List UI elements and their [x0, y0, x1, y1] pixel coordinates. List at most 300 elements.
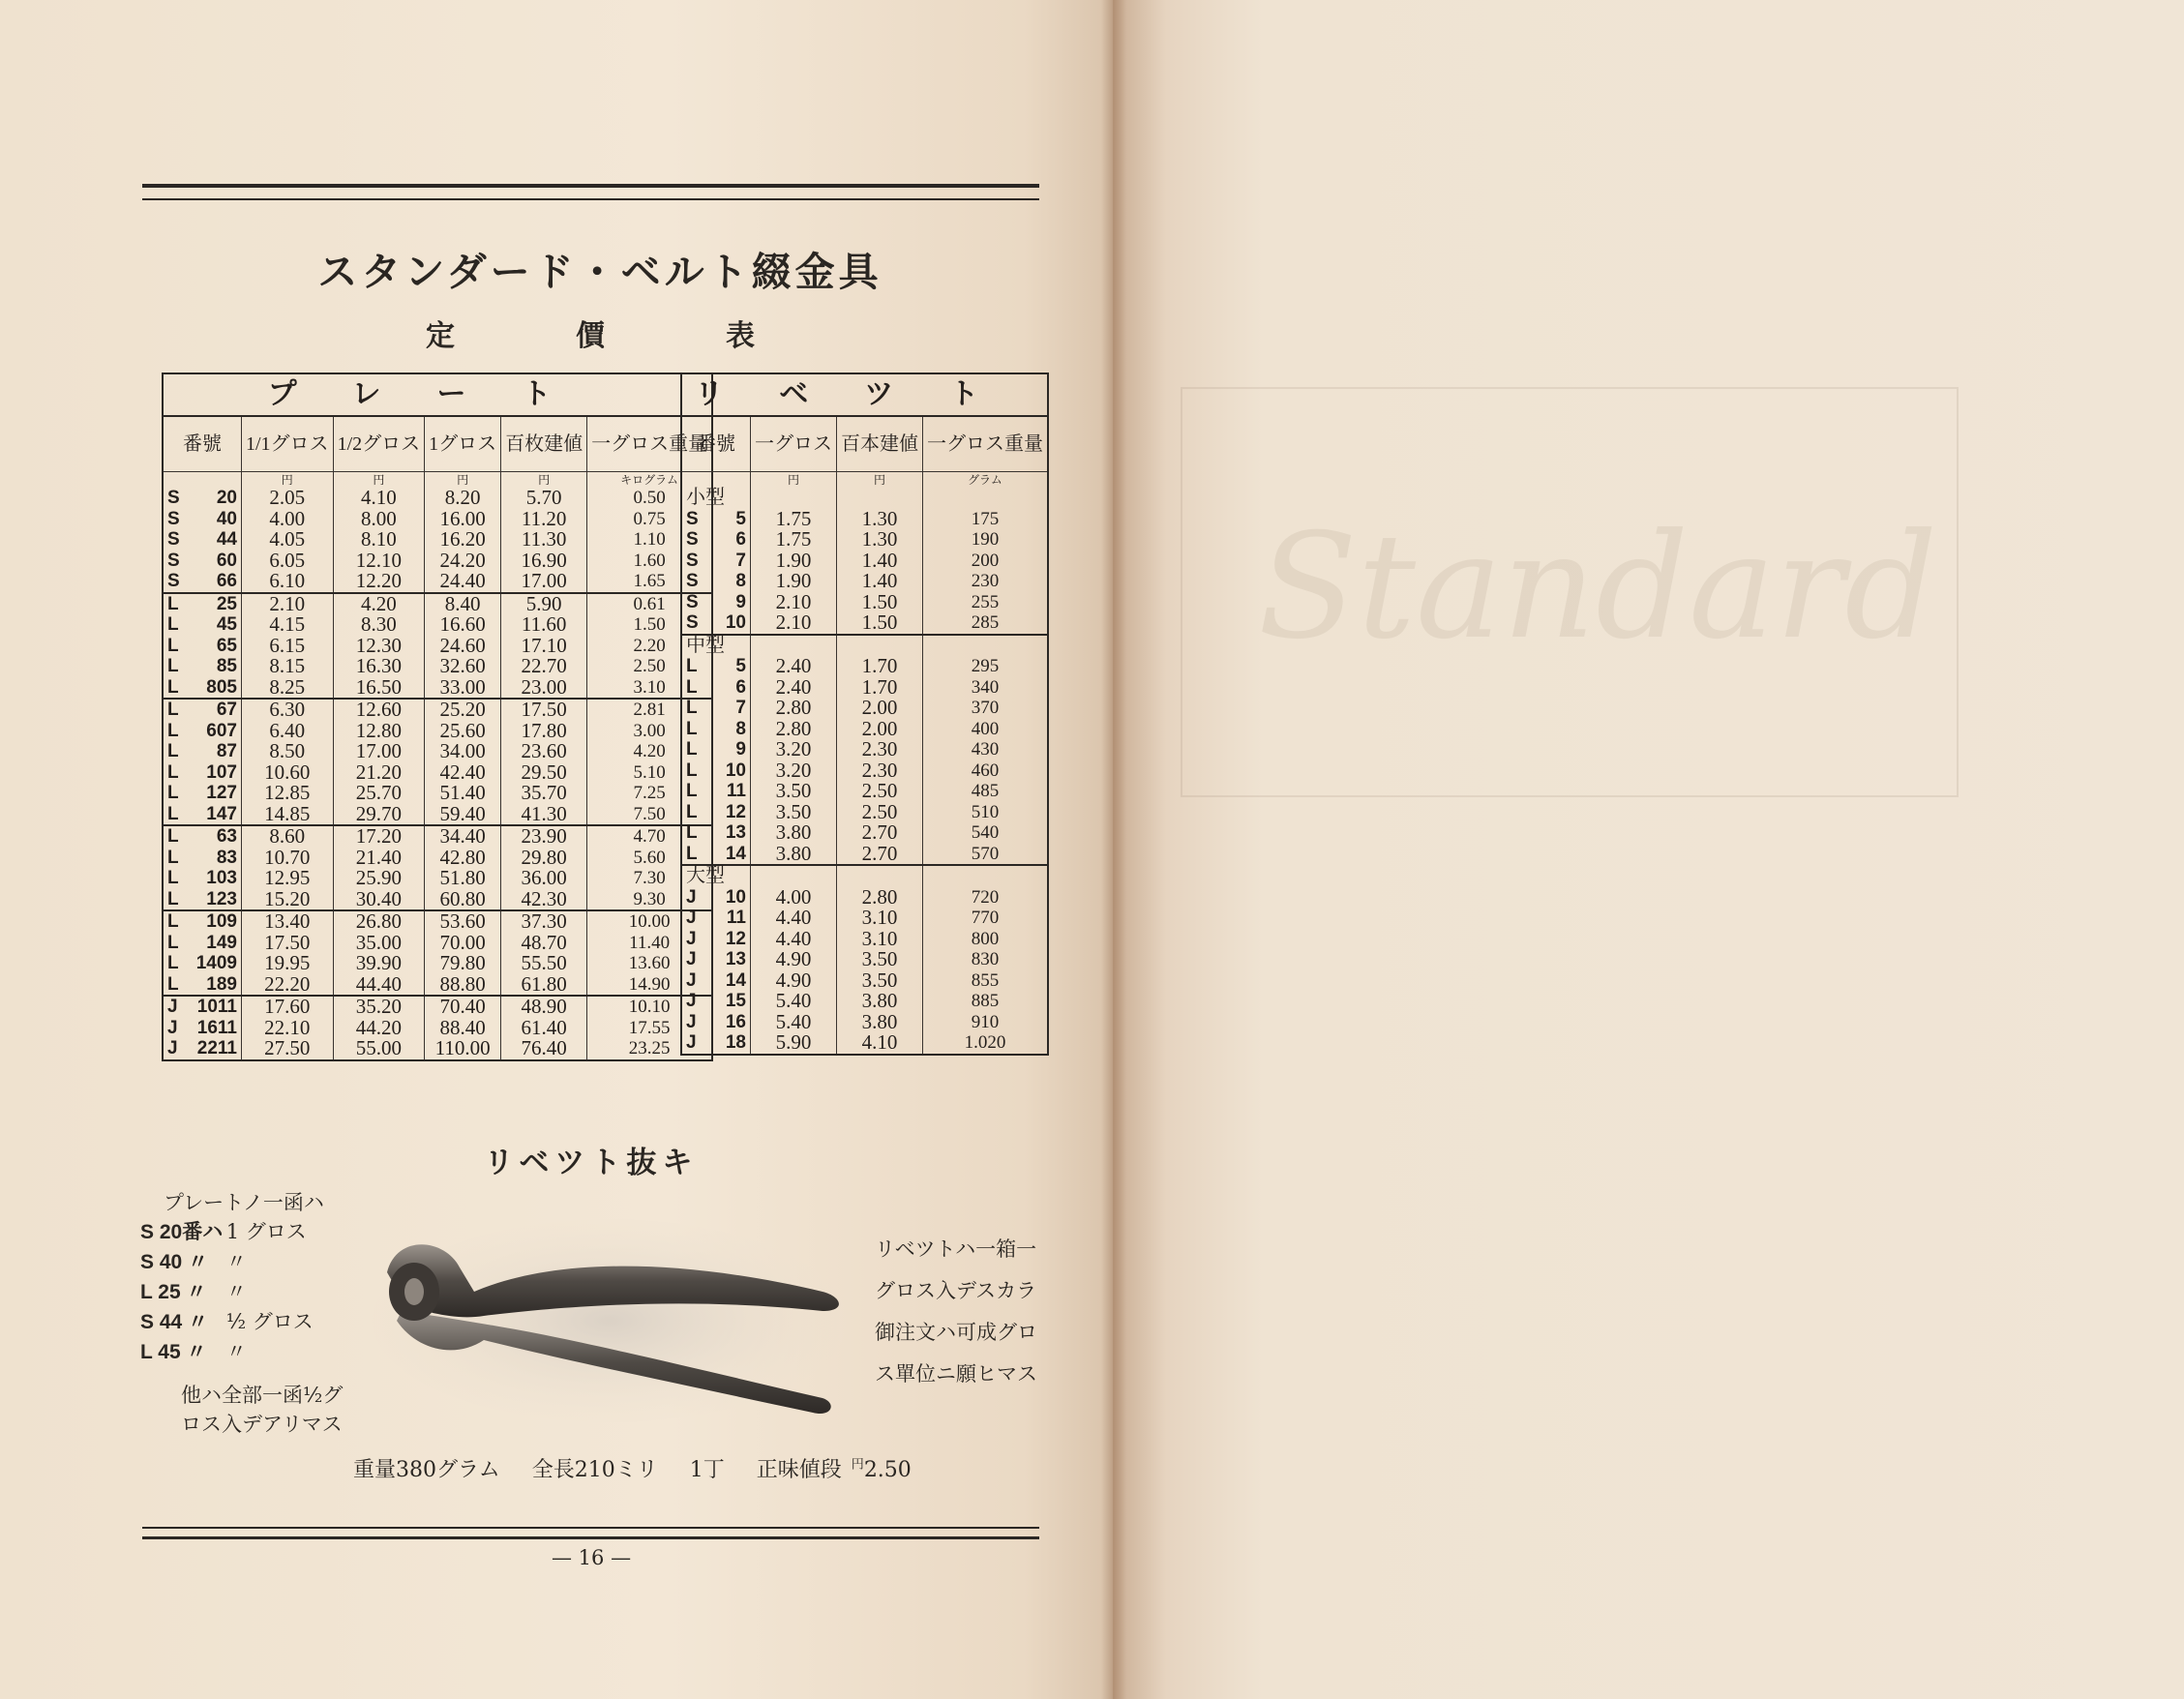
plate-code-series: S	[167, 488, 180, 508]
plate-row	[163, 1038, 712, 1060]
rivet-unit-label	[681, 472, 751, 489]
plate-value-cell: 0.50	[587, 488, 713, 509]
rivet-code-number: 12	[725, 801, 746, 822]
rivet-unit-label: グラム	[923, 472, 1049, 489]
plate-code-number: 40	[216, 508, 237, 529]
plate-code-series: L	[167, 953, 179, 973]
rivet-value-cell: 285	[923, 612, 1049, 635]
plate-code-cell	[163, 1038, 242, 1060]
rivet-code-number: 9	[735, 591, 746, 612]
plate-unit-label: 円	[501, 472, 587, 489]
plate-code-cell	[163, 996, 242, 1018]
plate-code-number: 85	[216, 656, 237, 676]
plate-code-number: 147	[206, 803, 237, 824]
spec-price-label: 正味値段	[756, 1458, 842, 1482]
plate-code-number: 67	[216, 700, 237, 720]
page-title: スタンダード・ベルト綴金具	[317, 249, 883, 295]
plate-value-cell: 8.00	[333, 509, 425, 530]
rivet-value-cell: 720	[923, 887, 1049, 909]
plate-value-cell: 35.70	[501, 783, 587, 804]
rivet-value-cell: 485	[923, 781, 1049, 802]
plate-value-cell: 26.80	[333, 910, 425, 933]
plate-row	[163, 509, 712, 530]
rivet-value-cell: 2.40	[751, 656, 837, 677]
plate-value-cell: 79.80	[425, 953, 501, 974]
order-note-line: 御注文ハ可成グロ	[875, 1321, 1037, 1344]
bottom-double-rule	[142, 1527, 1039, 1539]
plate-value-cell: 8.10	[333, 529, 425, 551]
plate-value-cell: 12.60	[333, 699, 425, 721]
plate-code-series: S	[167, 571, 180, 591]
rivet-value-cell: 2.50	[837, 802, 923, 823]
plate-row	[163, 699, 712, 721]
plate-code-number: 87	[216, 741, 237, 761]
rivet-size-label: 小型	[681, 488, 751, 509]
rivet-code-number: 8	[735, 571, 746, 591]
rivet-empty-cell	[837, 488, 923, 509]
note-row	[140, 1217, 343, 1247]
rivet-code-number: 10	[725, 612, 746, 633]
plate-value-cell: 8.25	[242, 677, 334, 700]
plate-code-series: J	[167, 1017, 178, 1038]
plate-value-cell: 7.25	[587, 783, 713, 804]
plate-value-cell: 10.00	[587, 910, 713, 933]
plate-code-cell	[163, 783, 242, 804]
rivet-code-series: S	[686, 550, 699, 571]
note-qty: 1 グロス	[225, 1220, 307, 1243]
rivet-value-cell: 5.40	[751, 991, 837, 1012]
rivet-code-cell	[681, 529, 751, 551]
rivet-code-number: 14	[725, 843, 746, 864]
rivet-value-cell: 2.30	[837, 739, 923, 760]
rivet-code-cell	[681, 571, 751, 592]
rivet-code-cell	[681, 612, 751, 635]
plate-code-series: L	[167, 803, 179, 824]
rivet-code-series: J	[686, 1032, 697, 1053]
note-row	[140, 1277, 343, 1307]
rivet-code-series: S	[686, 571, 699, 591]
plate-column-header: 百枚建値	[501, 416, 587, 472]
plate-code-series: L	[167, 700, 179, 720]
right-page	[1113, 0, 2184, 1699]
plate-unit-label: 円	[333, 472, 425, 489]
rivet-code-series: J	[686, 949, 697, 969]
rivet-code-cell	[681, 677, 751, 699]
plate-value-cell: 29.50	[501, 762, 587, 784]
rivet-unit-label: 円	[837, 472, 923, 489]
rivet-value-cell: 1.30	[837, 509, 923, 530]
plate-row	[163, 593, 712, 615]
rivet-value-cell: 2.80	[837, 887, 923, 909]
plate-code-number: 63	[216, 826, 237, 847]
plate-value-cell: 2.20	[587, 636, 713, 657]
rivet-row	[681, 719, 1048, 740]
plate-value-cell: 2.50	[587, 656, 713, 677]
rivet-value-cell: 1.70	[837, 677, 923, 699]
rivet-empty-cell	[923, 488, 1049, 509]
plate-code-cell	[163, 656, 242, 677]
plate-value-cell: 8.15	[242, 656, 334, 677]
plate-code-number: 60	[216, 550, 237, 571]
plate-value-cell: 3.10	[587, 677, 713, 700]
rivet-value-cell: 295	[923, 656, 1049, 677]
rivet-code-number: 11	[726, 781, 746, 801]
plate-value-cell: 6.05	[242, 551, 334, 572]
rivet-value-cell: 910	[923, 1012, 1049, 1033]
rivet-code-number: 15	[725, 991, 746, 1011]
plate-code-number: 83	[216, 847, 237, 868]
plate-value-cell: 5.90	[501, 593, 587, 615]
rivet-column-header: 一グロス	[751, 416, 837, 472]
rivet-value-cell: 3.50	[751, 802, 837, 823]
rivet-code-number: 6	[735, 676, 746, 698]
rivet-code-cell	[681, 781, 751, 802]
rivet-row	[681, 970, 1048, 992]
rivet-value-cell: 2.70	[837, 844, 923, 866]
plate-code-series: L	[167, 868, 179, 888]
rivet-code-series: J	[686, 928, 697, 949]
plate-value-cell: 27.50	[242, 1038, 334, 1060]
plate-value-cell: 17.50	[242, 933, 334, 954]
plate-value-cell: 6.10	[242, 571, 334, 593]
plate-code-cell	[163, 1018, 242, 1039]
rivet-code-cell	[681, 929, 751, 950]
plate-value-cell: 88.40	[425, 1018, 501, 1039]
rivet-code-series: S	[686, 591, 699, 612]
plate-code-number: 66	[216, 571, 237, 591]
plate-row	[163, 762, 712, 784]
rivet-row	[681, 592, 1048, 613]
plate-code-series: L	[167, 720, 179, 741]
rivet-code-number: 7	[735, 698, 746, 718]
rivet-row	[681, 760, 1048, 782]
plate-row	[163, 868, 712, 889]
plate-value-cell: 11.40	[587, 933, 713, 954]
rivet-row	[681, 509, 1048, 530]
plate-code-series: L	[167, 783, 179, 803]
plate-code-series: L	[167, 676, 179, 698]
rivet-value-cell: 885	[923, 991, 1049, 1012]
rivet-code-series: L	[686, 718, 698, 739]
plate-value-cell: 70.40	[425, 996, 501, 1018]
plate-value-cell: 2.81	[587, 699, 713, 721]
note-code: S 44 〃	[140, 1311, 209, 1333]
plate-value-cell: 3.00	[587, 721, 713, 742]
rivet-code-series: L	[686, 698, 698, 718]
rivet-banner-row	[681, 373, 1048, 416]
plate-code-series: L	[167, 614, 179, 635]
rivet-value-cell: 2.00	[837, 719, 923, 740]
note-row	[140, 1337, 343, 1367]
plate-value-cell: 70.00	[425, 933, 501, 954]
plate-code-cell	[163, 804, 242, 826]
plate-code-cell	[163, 974, 242, 997]
rivet-value-cell: 5.90	[751, 1032, 837, 1055]
plate-code-number: 65	[216, 635, 237, 656]
plate-value-cell: 29.70	[333, 804, 425, 826]
rivet-size-label: 中型	[681, 635, 751, 657]
rivet-size-label: 大型	[681, 865, 751, 887]
plate-value-cell: 8.30	[333, 614, 425, 636]
plate-value-cell: 34.40	[425, 825, 501, 848]
plate-column-header: 一グロス重量	[587, 416, 713, 472]
plate-value-cell: 5.70	[501, 488, 587, 509]
rivet-code-cell	[681, 551, 751, 572]
plate-value-cell: 8.40	[425, 593, 501, 615]
rivet-value-cell: 2.10	[751, 612, 837, 635]
plate-box-notes	[140, 1188, 343, 1439]
rivet-code-cell	[681, 991, 751, 1012]
order-note-line: ス單位ニ願ヒマス	[875, 1362, 1037, 1386]
rivet-value-cell: 1.40	[837, 551, 923, 572]
rivet-row	[681, 949, 1048, 970]
plate-value-cell: 30.40	[333, 889, 425, 911]
plate-value-cell: 11.30	[501, 529, 587, 551]
spec-length: 全長210ミリ	[531, 1458, 658, 1482]
plate-value-cell: 15.20	[242, 889, 334, 911]
rivet-value-cell: 2.00	[837, 698, 923, 719]
rivet-row	[681, 781, 1048, 802]
plate-value-cell: 17.10	[501, 636, 587, 657]
plate-code-series: L	[167, 741, 179, 761]
plate-value-cell: 53.60	[425, 910, 501, 933]
rivet-value-cell: 1.50	[837, 612, 923, 635]
rivet-value-cell: 4.10	[837, 1032, 923, 1055]
plate-value-cell: 16.60	[425, 614, 501, 636]
rivet-empty-cell	[837, 865, 923, 887]
rivet-value-cell: 200	[923, 551, 1049, 572]
note-row	[140, 1307, 343, 1337]
plate-value-cell: 55.50	[501, 953, 587, 974]
plate-value-cell: 59.40	[425, 804, 501, 826]
plate-code-series: L	[167, 761, 179, 783]
plate-value-cell: 12.85	[242, 783, 334, 804]
rivet-code-number: 13	[725, 949, 746, 969]
rivet-row	[681, 698, 1048, 719]
rivet-value-cell: 1.75	[751, 509, 837, 530]
plate-value-cell: 35.00	[333, 933, 425, 954]
plate-code-cell	[163, 614, 242, 636]
plate-value-cell: 6.40	[242, 721, 334, 742]
plate-code-cell	[163, 509, 242, 530]
plate-value-cell: 25.90	[333, 868, 425, 889]
rivet-code-cell	[681, 739, 751, 760]
rivet-row	[681, 739, 1048, 760]
rivet-value-cell: 770	[923, 908, 1049, 929]
plate-code-cell	[163, 762, 242, 784]
rivet-code-cell	[681, 1032, 751, 1055]
rivet-value-cell: 2.10	[751, 592, 837, 613]
plate-value-cell: 51.40	[425, 783, 501, 804]
plate-code-cell	[163, 551, 242, 572]
plate-value-cell: 37.30	[501, 910, 587, 933]
plate-value-cell: 24.60	[425, 636, 501, 657]
plate-value-cell: 42.30	[501, 889, 587, 911]
plate-code-number: 2211	[196, 1038, 237, 1058]
plate-code-cell	[163, 933, 242, 954]
plate-value-cell: 61.80	[501, 974, 587, 997]
rivet-value-cell: 3.80	[751, 822, 837, 844]
rivet-value-cell: 1.30	[837, 529, 923, 551]
rivet-value-cell: 3.10	[837, 929, 923, 950]
rivet-row	[681, 529, 1048, 551]
plate-value-cell: 32.60	[425, 656, 501, 677]
note-code: L 45 〃	[140, 1341, 207, 1363]
plate-row	[163, 721, 712, 742]
rivet-code-series: S	[686, 508, 699, 529]
plate-value-cell: 25.60	[425, 721, 501, 742]
plate-value-cell: 10.10	[587, 996, 713, 1018]
plate-code-series: L	[167, 656, 179, 676]
plate-code-series: L	[167, 888, 179, 909]
notes-heading: プレートノ一函ハ	[164, 1191, 324, 1214]
plate-value-cell: 24.40	[425, 571, 501, 593]
note-qty: 〃	[225, 1250, 247, 1273]
rivet-code-cell	[681, 949, 751, 970]
rivet-empty-cell	[751, 865, 837, 887]
rivet-size-label-row	[681, 635, 1048, 657]
rivet-value-cell: 175	[923, 509, 1049, 530]
plate-value-cell: 21.20	[333, 762, 425, 784]
plate-value-cell: 25.20	[425, 699, 501, 721]
rivet-value-cell: 3.80	[837, 991, 923, 1012]
plate-code-cell	[163, 889, 242, 911]
plate-value-cell: 17.00	[501, 571, 587, 593]
jaw-pivot	[404, 1278, 424, 1305]
plate-value-cell: 24.20	[425, 551, 501, 572]
plate-value-cell: 44.20	[333, 1018, 425, 1039]
plate-value-cell: 10.60	[242, 762, 334, 784]
plate-code-cell	[163, 636, 242, 657]
rivet-row	[681, 887, 1048, 909]
plate-code-number: 1011	[196, 997, 237, 1017]
rivet-value-cell: 1.50	[837, 592, 923, 613]
plate-code-cell	[163, 593, 242, 615]
plate-value-cell: 8.20	[425, 488, 501, 509]
plate-code-series: L	[167, 911, 179, 932]
note-qty: 〃	[225, 1280, 247, 1303]
rivet-code-series: L	[686, 739, 698, 760]
rivet-value-cell: 4.90	[751, 970, 837, 992]
rivet-size-label-row	[681, 488, 1048, 509]
plate-code-number: 25	[216, 593, 237, 614]
rivet-value-cell: 1.90	[751, 551, 837, 572]
top-double-rule	[142, 184, 1039, 200]
plate-banner-row	[163, 373, 712, 416]
plate-value-cell: 12.80	[333, 721, 425, 742]
plate-value-cell: 12.30	[333, 636, 425, 657]
rivet-value-cell: 430	[923, 739, 1049, 760]
order-note-line: グロス入デスカラ	[875, 1279, 1037, 1302]
rivet-code-series: J	[686, 908, 697, 928]
order-note-line: リベツトハ一箱一	[875, 1237, 1037, 1261]
subtitle-char: 定	[426, 319, 455, 353]
rivet-code-number: 12	[725, 928, 746, 949]
plate-value-cell: 6.30	[242, 699, 334, 721]
notes-footer-line: 他ハ全部一函½グ	[181, 1384, 344, 1407]
rivet-row	[681, 612, 1048, 635]
rivet-code-number: 5	[735, 656, 746, 676]
plate-code-cell	[163, 571, 242, 593]
plate-value-cell: 35.20	[333, 996, 425, 1018]
plate-code-number: 607	[206, 720, 237, 741]
plate-row	[163, 889, 712, 911]
rivet-value-cell: 400	[923, 719, 1049, 740]
rivet-code-cell	[681, 719, 751, 740]
rivet-code-number: 9	[735, 739, 746, 760]
plate-value-cell: 13.60	[587, 953, 713, 974]
rivet-value-cell: 855	[923, 970, 1049, 992]
rivet-code-cell	[681, 802, 751, 823]
spec-unit: 1丁	[689, 1458, 725, 1482]
rivet-unit-row	[681, 472, 1048, 489]
rivet-code-number: 6	[735, 529, 746, 550]
plate-unit-label	[163, 472, 242, 489]
rivet-code-number: 8	[735, 718, 746, 739]
plate-code-number: 127	[206, 783, 237, 803]
plate-code-number: 109	[206, 911, 237, 932]
subtitle-char: 價	[576, 319, 605, 353]
rivet-code-series: L	[686, 843, 698, 864]
rivet-value-cell: 1.020	[923, 1032, 1049, 1055]
plate-value-cell: 21.40	[333, 848, 425, 869]
plate-row	[163, 551, 712, 572]
rivet-row	[681, 1012, 1048, 1033]
rivet-empty-cell	[923, 865, 1049, 887]
note-qty: 〃	[225, 1340, 247, 1363]
rivet-empty-cell	[923, 635, 1049, 657]
plate-value-cell: 39.90	[333, 953, 425, 974]
rivet-code-series: J	[686, 969, 697, 991]
rivet-code-series: L	[686, 781, 698, 801]
plate-value-cell: 7.30	[587, 868, 713, 889]
rivet-empty-cell	[837, 635, 923, 657]
plate-banner: プレート	[163, 373, 712, 416]
plate-row	[163, 571, 712, 593]
plate-unit-label: キログラム	[587, 472, 713, 489]
plate-value-cell: 36.00	[501, 868, 587, 889]
plate-value-cell: 88.80	[425, 974, 501, 997]
plate-code-series: S	[167, 550, 180, 571]
rivet-value-cell: 3.50	[837, 970, 923, 992]
plate-value-cell: 4.20	[333, 593, 425, 615]
rivet-puller-pliers-illustration	[368, 1214, 861, 1427]
plate-row	[163, 974, 712, 997]
plate-value-cell: 23.25	[587, 1038, 713, 1060]
plate-value-cell: 4.15	[242, 614, 334, 636]
subtitle-char: 表	[726, 319, 755, 353]
plate-value-cell: 1.65	[587, 571, 713, 593]
price-list-subtitle	[426, 312, 755, 354]
rivet-row	[681, 991, 1048, 1012]
riveter-section-title: リベツト抜キ	[484, 1146, 699, 1180]
rivet-value-cell: 1.70	[837, 656, 923, 677]
plate-value-cell: 17.80	[501, 721, 587, 742]
plate-value-cell: 19.95	[242, 953, 334, 974]
plate-price-table	[162, 373, 713, 1061]
plate-value-cell: 48.70	[501, 933, 587, 954]
rivet-value-cell: 190	[923, 529, 1049, 551]
rivet-code-number: 11	[726, 908, 746, 928]
note-code: S 20番ハ	[140, 1221, 224, 1243]
plate-column-header: 番號	[163, 416, 242, 472]
plate-code-number: 107	[206, 761, 237, 783]
rivet-value-cell: 3.20	[751, 739, 837, 760]
plate-value-cell: 22.20	[242, 974, 334, 997]
plate-value-cell: 22.70	[501, 656, 587, 677]
rivet-value-cell: 1.40	[837, 571, 923, 592]
plate-value-cell: 44.40	[333, 974, 425, 997]
